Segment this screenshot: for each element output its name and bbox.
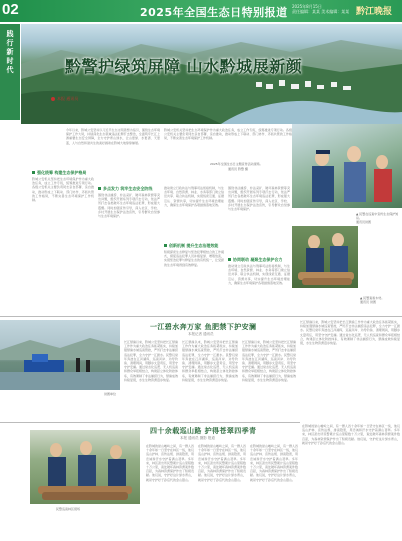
section3-col-4: 在黔城的崇山峻岭之间，有一群人四十余年如一日坚守在林区一线，他们巡山护林、宣传法规、排查隐患，用忠诚和汗水守护着满山苍翠。多年来，林区派出所民警累计巡山里程数十万公里，查处破坏森林资源案件数百起，为森林资源保护作出了积极贡献。他们说，守护好这片绿水青山，就是守护好子孙后代的金山银山。: [302, 424, 400, 445]
photo-caption-timber: ▲ 民警查验木材。 通讯员 供图: [360, 296, 385, 304]
lead-headline: 黔警护绿筑屏障 山水黔城展新颜: [65, 57, 303, 76]
forest-photo-caption: 民警巡查林区现场: [56, 507, 81, 511]
police-figures-illustration: [292, 124, 402, 208]
section3-col-2: 在黔城的崇山峻岭之间，有一群人四十余年如一日坚守在林区一线，他们巡山护林、宣传法规、排查隐患，用忠诚和汗水守护着满山苍翠。多年来，林区派出所民警累计巡山里程数十万公里，查处破坏森林资源案件数百起，为森林资源保护作出了积极贡献。他们说，守护好这片绿水青山，就是守护好子孙后代的金山银山。: [198, 444, 246, 482]
police-outreach-photo: [292, 124, 402, 208]
lead-col-4b: 推动建立行政执法与刑事司法衔接机制，与生态环境、自然资源、林业、水务等部门建立信息共享、联合执法机制，实现线索互通、证据互认、资源共享，切实提升生态环境治理能力，确保生态环境保护各项措施落地见效。: [228, 264, 290, 285]
timber-illustration: [292, 226, 358, 288]
section2-title: 一江碧水奔万家 鱼肥禁下护安澜: [150, 323, 257, 331]
subhead-2: 多点发力 筑牢生态安全防线: [98, 186, 152, 192]
subhead-4: 协同联动 凝聚生态保护合力: [228, 257, 282, 263]
lead-byline: 本报 通讯员: [51, 96, 78, 102]
section2-col-4: 长江禁渔以来，黔城公安坚持把长江禁渔工作作为重大政治任务抓紧抓实，持续加强禁渔水域巡查管控，严厉打击非法捕捞违法犯罪，全力守护一江碧水。民警们常年奔波在江河湖库，巡查河岸、劝导钓鱼、清理网具，用脚步丈量责任，用坚守守护安澜。通过常态化巡逻、无人机巡查和群众举报相结合，构建起立体化防控体系，有效遏制了非法捕捞行为，禁渔成效持续显现，水生生物资源逐步恢复。: [300, 320, 400, 346]
section3-title: 四十余载巡山路 护得苍翠四季青: [150, 427, 257, 435]
section-divider-2: [0, 422, 300, 423]
page-header-bar: [0, 0, 402, 22]
section2-col-2: 长江禁渔以来，黔城公安坚持把长江禁渔工作作为重大政治任务抓紧抓实，持续加强禁渔水域巡查管控，严厉打击非法捕捞违法犯罪，全力守护一江碧水。民警们常年奔波在江河湖库，巡查河岸、劝导钓鱼、清理网具，用脚步丈量责任，用坚守守护安澜。通过常态化巡逻、无人机巡查和群众举报相结合，构建起立体化防控体系，有效遏制了非法捕捞行为，禁渔成效持续显现，水生生物资源逐步恢复。: [182, 340, 238, 382]
lead-col-3a: 推动建立行政执法与刑事司法衔接机制，与生态环境、自然资源、林业、水务等部门建立信息共享、联合执法机制，实现线索互通、证据互认、资源共享，切实提升生态环境治理能力，确保生态环境保护各项措施落地见效。: [164, 186, 224, 207]
lead-col-3b: 积极探索生态修复与惩治犯罪相结合的工作模式，督促违法犯罪人员补植复绿、增殖放流，实现惩治犯罪与修复生态的有机统一，让受损的生态环境得到有效修复。: [164, 250, 224, 267]
forest-patrol-illustration: [30, 430, 140, 504]
special-report-banner: 2025年全国生态日特别报道: [140, 6, 288, 19]
river-patrol-photo: [0, 320, 120, 390]
editor-credit: 责任编辑：某某 美术编辑：某某: [292, 9, 350, 14]
mid-photo-caption: 2025年全国生态日主题宣传活动现场。: [210, 162, 263, 166]
mid-photo-credit: 通讯员 黔警 摄: [228, 167, 248, 171]
forest-patrol-photo: [30, 430, 140, 504]
section3-byline: 本报 通讯员 摄影 报道: [180, 436, 215, 440]
section2-col-1: 长江禁渔以来，黔城公安坚持把长江禁渔工作作为重大政治任务抓紧抓实，持续加强禁渔水域巡查管控，严厉打击非法捕捞违法犯罪，全力守护一江碧水。民警们常年奔波在江河湖库，巡查河岸、劝导钓鱼、清理网具，用脚步丈量责任，用坚守守护安澜。通过常态化巡逻、无人机巡查和群众举报相结合，构建起立体化防控体系，有效遏制了非法捕捞行为，禁渔成效持续显现，水生生物资源逐步恢复。: [124, 340, 178, 382]
lead-col-2: 围绕非法捕捞、非法采矿、破坏森林资源等突出问题，组织开展系列专项打击行动，依法严厉打击各类破坏生态环境违法犯罪，形成强大震慑。同时加强宣传引导，深入社区、学校、乡村开展生态保护法治宣传，引导群众自觉参与生态环境保护。: [98, 193, 160, 219]
section2-byline: 本报记者 通讯员: [188, 332, 214, 336]
column-tag: [0, 24, 20, 120]
hero-landscape-photo: [21, 24, 402, 124]
river-photo-caption: 供图单位: [104, 392, 117, 396]
section3-col-3: 在黔城的崇山峻岭之间，有一群人四十余年如一日坚守在林区一线，他们巡山护林、宣传法规、排查隐患，用忠诚和汗水守护着满山苍翠。多年来，林区派出所民警累计巡山里程数十万公里，查处破坏森林资源案件数百起，为森林资源保护作出了积极贡献。他们说，守护好这片绿水青山，就是守护好子孙后代的金山银山。: [250, 444, 298, 482]
section3-col-1: 在黔城的崇山峻岭之间，有一群人四十余年如一日坚守在林区一线，他们巡山护林、宣传法规、排查隐患，用忠诚和汗水守护着满山苍翠。多年来，林区派出所民警累计巡山里程数十万公里，查处破坏森林资源案件数百起，为森林资源保护作出了积极贡献。他们说，守护好这片绿水青山，就是守护好子孙后代的金山银山。: [146, 444, 194, 482]
issue-meta: [292, 4, 352, 14]
section-divider-1: [0, 316, 402, 317]
timber-inspection-photo: [292, 226, 358, 288]
newspaper-logo: 黔江晚报: [356, 7, 393, 17]
bullet-dot-icon: [51, 97, 55, 101]
subhead-3: 创新机制 提升生态治理效能: [164, 243, 218, 249]
lead-col-4a: 围绕非法捕捞、非法采矿、破坏森林资源等突出问题，组织开展系列专项打击行动，依法严厉打击各类破坏生态环境违法犯罪，形成强大震慑。同时加强宣传引导，深入社区、学校、乡村开展生态保护法治宣传，引导群众自觉参与生态环境保护。: [228, 186, 290, 212]
subhead-1: 强化统筹 构建生态保护格局: [32, 170, 86, 176]
page-number: 02: [2, 1, 19, 18]
issue-date: 2025年8月15日: [292, 4, 322, 9]
column-tag-text: 践行新时代: [6, 30, 14, 75]
section2-col-3: 长江禁渔以来，黔城公安坚持把长江禁渔工作作为重大政治任务抓紧抓实，持续加强禁渔水域巡查管控，严厉打击非法捕捞违法犯罪，全力守护一江碧水。民警们常年奔波在江河湖库，巡查河岸、劝导钓鱼、清理网具，用脚步丈量责任，用坚守守护安澜。通过常态化巡逻、无人机巡查和群众举报相结合，构建起立体化防控体系，有效遏制了非法捕捞行为，禁渔成效持续显现，水生生物资源逐步恢复。: [242, 340, 296, 382]
lead-intro: 今年以来，黔城公安坚持以习近平生态文明思想为指引，围绕生态环境保护工作大局，持续深化生态领域违法犯罪打击整治，全面筑牢长江上游重要生态安全屏障，全力守护青山绿水，让山更绿、水更清、天更蓝，人与自然和谐共生的美好画卷在黔城大地徐徐铺展。: [66, 128, 160, 145]
photo-caption-outreach: ▲ 民警在巡查中宣传生态保护知识。 通讯员供图: [356, 212, 399, 224]
river-boat-illustration: [0, 320, 120, 390]
lead-intro-cont: 黔城公安机关坚持把生态环境保护作为重大政治任务，成立工作专班，统筹推进专项行动。各级公安机关主要负责同志亲自部署、亲自推动，推动形成上下联动、部门协作、齐抓共管的工作格局，不断完善生态环境保护工作机制。: [164, 128, 292, 141]
lead-col-1: 黔城公安机关坚持把生态环境保护作为重大政治任务，成立工作专班，统筹推进专项行动。各级公安机关主要负责同志亲自部署、亲自推动，推动形成上下联动、部门协作、齐抓共管的工作格局，不断完善生态环境保护工作机制。: [32, 177, 94, 203]
